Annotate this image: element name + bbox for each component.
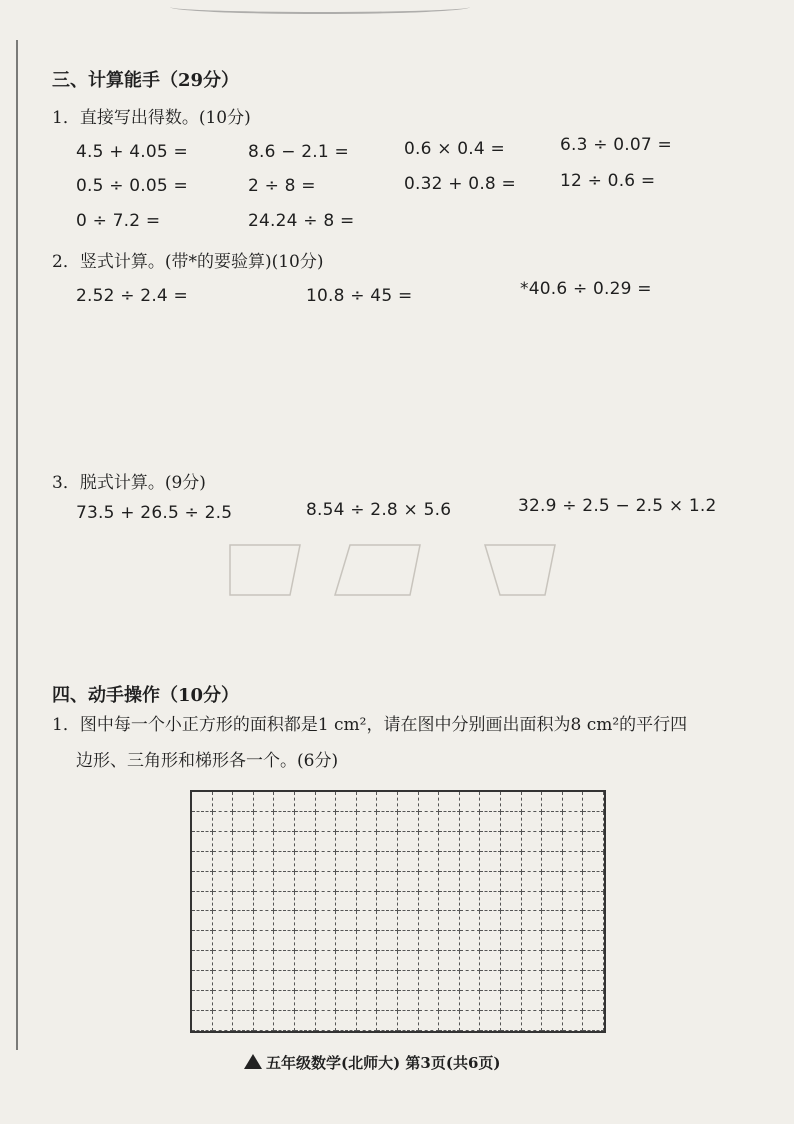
grid-cell[interactable] [357,1011,378,1031]
grid-cell[interactable] [377,931,398,951]
grid-cell[interactable] [563,971,584,991]
grid-cell[interactable] [357,792,378,812]
q3-title: 3．脱式计算。(9分) [52,473,206,493]
grid-cell[interactable] [213,911,234,931]
grid-cell[interactable] [542,872,563,892]
grid-cell[interactable] [480,832,501,852]
grid-cell[interactable] [336,971,357,991]
grid-cell[interactable] [583,852,604,872]
grid-cell[interactable] [419,951,440,971]
grid-cell[interactable] [501,1011,522,1031]
grid-cell[interactable] [233,892,254,912]
q1-item-2: 8.6 − 2.1 = [248,142,349,162]
grid-cell[interactable] [501,951,522,971]
grid-cell[interactable] [398,971,419,991]
grid-cell[interactable] [480,1011,501,1031]
grid-cell[interactable] [522,852,543,872]
grid-cell[interactable] [583,792,604,812]
grid-cell[interactable] [295,852,316,872]
grid-cell[interactable] [274,931,295,951]
grid-cell[interactable] [439,812,460,832]
grid-cell[interactable] [419,792,440,812]
grid-cell[interactable] [563,812,584,832]
grid-cell[interactable] [419,1011,440,1031]
grid-cell[interactable] [254,1011,275,1031]
grid-cell[interactable] [501,971,522,991]
grid-cell[interactable] [419,991,440,1011]
grid-cell[interactable] [295,931,316,951]
grid-cell[interactable] [542,991,563,1011]
grid-cell[interactable] [274,1011,295,1031]
bleed-through-shapes [210,535,590,615]
grid-cell[interactable] [542,812,563,832]
grid-cell[interactable] [316,991,337,1011]
grid-cell[interactable] [336,872,357,892]
grid-cell[interactable] [439,852,460,872]
grid-cell[interactable] [254,892,275,912]
grid-cell[interactable] [501,892,522,912]
grid-cell[interactable] [460,951,481,971]
q2-title: 2．竖式计算。(带*的要验算)(10分) [52,252,324,272]
grid-cell[interactable] [542,892,563,912]
grid-cell[interactable] [295,812,316,832]
grid-cell[interactable] [254,872,275,892]
grid-cell[interactable] [233,911,254,931]
grid-cell[interactable] [377,872,398,892]
grid-cell[interactable] [522,1011,543,1031]
grid-cell[interactable] [213,792,234,812]
q1-item-7: 0.32 + 0.8 = [404,174,516,194]
q1-title: 1．直接写出得数。(10分) [52,108,251,128]
grid-cell[interactable] [377,792,398,812]
page-fold-shadow [170,0,470,14]
grid-cell[interactable] [522,971,543,991]
grid-cell[interactable] [542,832,563,852]
grid-cell[interactable] [316,832,337,852]
grid-cell[interactable] [583,971,604,991]
grid-cell[interactable] [295,1011,316,1031]
grid-cell[interactable] [542,971,563,991]
grid-cell[interactable] [460,812,481,832]
grid-cell[interactable] [192,931,213,951]
grid-cell[interactable] [233,991,254,1011]
grid-cell[interactable] [522,892,543,912]
grid-cell[interactable] [316,1011,337,1031]
grid-cell[interactable] [233,792,254,812]
grid-cell[interactable] [254,812,275,832]
grid-cell[interactable] [439,931,460,951]
grid-cell[interactable] [213,931,234,951]
grid-cell[interactable] [192,852,213,872]
grid-cell[interactable] [233,832,254,852]
grid-cell[interactable] [480,951,501,971]
grid-cell[interactable] [501,792,522,812]
grid-cell[interactable] [316,971,337,991]
grid-cell[interactable] [192,832,213,852]
grid-cell[interactable] [192,911,213,931]
grid-cell[interactable] [295,971,316,991]
grid-cell[interactable] [583,931,604,951]
grid-cell[interactable] [563,1011,584,1031]
grid-cell[interactable] [480,792,501,812]
grid-cell[interactable] [213,971,234,991]
grid-cell[interactable] [398,951,419,971]
grid-cell[interactable] [192,872,213,892]
grid-cell[interactable] [522,931,543,951]
grid-cell[interactable] [419,892,440,912]
grid-cell[interactable] [398,892,419,912]
grid-cell[interactable] [274,991,295,1011]
section-3-title: 三、计算能手（29分） [52,70,240,91]
grid-cell[interactable] [419,812,440,832]
grid-cell[interactable] [522,812,543,832]
grid-cell[interactable] [316,911,337,931]
section-4-q1-line-1: 1．图中每一个小正方形的面积都是1 cm²，请在图中分别画出面积为8 cm²的平行四 [52,715,688,735]
grid-cell[interactable] [522,872,543,892]
grid-cell[interactable] [439,991,460,1011]
q2-item-3: *40.6 ÷ 0.29 = [520,279,652,299]
grid-cell[interactable] [501,991,522,1011]
grid-cell[interactable] [336,1011,357,1031]
grid-cell[interactable] [563,931,584,951]
grid-cell[interactable] [213,951,234,971]
grid-cell[interactable] [377,991,398,1011]
grid-cell[interactable] [398,832,419,852]
drawing-grid[interactable] [190,790,606,1033]
grid-cell[interactable] [522,832,543,852]
grid-cell[interactable] [501,911,522,931]
grid-cell[interactable] [439,832,460,852]
grid-cell[interactable] [274,911,295,931]
grid-cell[interactable] [563,911,584,931]
grid-cell[interactable] [213,832,234,852]
grid-cell[interactable] [439,872,460,892]
grid-cell[interactable] [233,971,254,991]
grid-cell[interactable] [274,872,295,892]
grid-cell[interactable] [501,832,522,852]
grid-cell[interactable] [254,971,275,991]
grid-cell[interactable] [254,951,275,971]
grid-cell[interactable] [398,792,419,812]
grid-cell[interactable] [213,852,234,872]
grid-cell[interactable] [480,892,501,912]
grid-cell[interactable] [254,911,275,931]
grid-cell[interactable] [480,852,501,872]
grid-cell[interactable] [336,931,357,951]
grid-cell[interactable] [501,812,522,832]
grid-cell[interactable] [357,832,378,852]
grid-cell[interactable] [316,872,337,892]
grid-cell[interactable] [357,812,378,832]
grid-cell[interactable] [295,872,316,892]
grid-cell[interactable] [274,812,295,832]
grid-cell[interactable] [522,991,543,1011]
grid-cell[interactable] [563,832,584,852]
grid-cell[interactable] [213,872,234,892]
grid-cell[interactable] [439,792,460,812]
grid-cell[interactable] [316,812,337,832]
grid-cell[interactable] [274,892,295,912]
q1-item-9: 0 ÷ 7.2 = [76,211,161,231]
grid-cell[interactable] [563,951,584,971]
grid-cell[interactable] [357,872,378,892]
grid-cell[interactable] [419,852,440,872]
grid-cell[interactable] [254,792,275,812]
grid-cell[interactable] [213,812,234,832]
grid-cell[interactable] [192,991,213,1011]
grid-cell[interactable] [542,931,563,951]
grid-cell[interactable] [377,911,398,931]
grid-cell[interactable] [336,812,357,832]
grid-cell[interactable] [254,991,275,1011]
grid-cell[interactable] [460,852,481,872]
q1-item-10: 24.24 ÷ 8 = [248,211,355,231]
grid-cell[interactable] [192,971,213,991]
q1-item-5: 0.5 ÷ 0.05 = [76,176,188,196]
grid-cell[interactable] [336,892,357,912]
grid-cell[interactable] [480,911,501,931]
grid-cell[interactable] [357,991,378,1011]
grid-cell[interactable] [419,911,440,931]
grid-cell[interactable] [316,892,337,912]
grid-cell[interactable] [419,832,440,852]
grid-cell[interactable] [460,892,481,912]
grid-cell[interactable] [398,911,419,931]
grid-cell[interactable] [213,991,234,1011]
grid-cell[interactable] [460,971,481,991]
footer-text: 五年级数学(北师大) 第3页(共6页) [266,1054,501,1072]
grid-cell[interactable] [316,792,337,812]
grid-cell[interactable] [357,911,378,931]
grid-cell[interactable] [295,792,316,812]
grid-cell[interactable] [419,931,440,951]
grid-cell[interactable] [233,812,254,832]
grid-cell[interactable] [254,852,275,872]
grid-cell[interactable] [460,991,481,1011]
grid-cell[interactable] [377,832,398,852]
grid-cell[interactable] [192,792,213,812]
grid-cell[interactable] [357,892,378,912]
grid-cell[interactable] [439,911,460,931]
grid-cell[interactable] [563,991,584,1011]
grid-cell[interactable] [501,852,522,872]
grid-cell[interactable] [336,792,357,812]
grid-cell[interactable] [336,991,357,1011]
grid-cell[interactable] [213,892,234,912]
q3-item-1: 73.5 + 26.5 ÷ 2.5 [76,503,233,523]
q1-item-4: 6.3 ÷ 0.07 = [560,135,672,155]
grid-cell[interactable] [316,852,337,872]
grid-cell[interactable] [398,931,419,951]
grid-cell[interactable] [213,1011,234,1031]
grid-cell[interactable] [377,852,398,872]
q2-item-1: 2.52 ÷ 2.4 = [76,286,188,306]
q2-item-2: 10.8 ÷ 45 = [306,286,413,306]
grid-cell[interactable] [398,852,419,872]
grid-cell[interactable] [563,792,584,812]
grid-cell[interactable] [583,832,604,852]
grid-cell[interactable] [274,971,295,991]
grid-cell[interactable] [460,832,481,852]
grid-cell[interactable] [398,872,419,892]
q1-item-6: 2 ÷ 8 = [248,176,316,196]
grid-cell[interactable] [295,892,316,912]
grid-cell[interactable] [377,892,398,912]
grid-cell[interactable] [398,812,419,832]
grid-cell[interactable] [542,951,563,971]
grid-cell[interactable] [274,852,295,872]
logo-triangle-icon [244,1054,262,1069]
grid-cell[interactable] [192,951,213,971]
grid-cell[interactable] [583,911,604,931]
section-4-q1-line-2: 边形、三角形和梯形各一个。(6分) [76,751,339,771]
grid-cell[interactable] [460,911,481,931]
grid-cell[interactable] [542,1011,563,1031]
grid-cell[interactable] [583,1011,604,1031]
grid-cell[interactable] [357,852,378,872]
grid-cell[interactable] [583,872,604,892]
section-4-title: 四、动手操作（10分） [52,685,240,706]
grid-cell[interactable] [398,991,419,1011]
grid-cell[interactable] [460,792,481,812]
grid-cell[interactable] [233,951,254,971]
grid-cell[interactable] [439,1011,460,1031]
grid-cell[interactable] [377,971,398,991]
grid-cell[interactable] [274,832,295,852]
grid-cell[interactable] [295,991,316,1011]
grid-cell[interactable] [233,852,254,872]
grid-cell[interactable] [274,792,295,812]
grid-cell[interactable] [501,931,522,951]
grid-cell[interactable] [583,892,604,912]
grid-cell[interactable] [254,832,275,852]
grid-cell[interactable] [439,892,460,912]
q1-item-8: 12 ÷ 0.6 = [560,171,656,191]
grid-cell[interactable] [563,852,584,872]
q3-item-2: 8.54 ÷ 2.8 × 5.6 [306,500,452,520]
grid-cell[interactable] [583,951,604,971]
grid-cell[interactable] [460,931,481,951]
grid-cell[interactable] [542,911,563,931]
grid-cell[interactable] [480,931,501,951]
grid-cell[interactable] [480,872,501,892]
grid-cell[interactable] [336,852,357,872]
grid-cell[interactable] [357,951,378,971]
grid-cell[interactable] [563,892,584,912]
grid-cell[interactable] [480,812,501,832]
grid-cell[interactable] [460,872,481,892]
grid-cell[interactable] [398,1011,419,1031]
page-left-edge [16,40,18,1050]
grid-cell[interactable] [336,951,357,971]
grid-cell[interactable] [357,971,378,991]
grid-cell[interactable] [439,951,460,971]
grid-cell[interactable] [316,931,337,951]
grid-cell[interactable] [439,971,460,991]
grid-cell[interactable] [316,951,337,971]
q1-item-1: 4.5 + 4.05 = [76,142,188,162]
q1-item-3: 0.6 × 0.4 = [404,139,505,159]
grid-cell[interactable] [377,951,398,971]
grid-cell[interactable] [542,792,563,812]
grid-cell[interactable] [295,911,316,931]
grid-cell[interactable] [192,892,213,912]
grid-cell[interactable] [377,1011,398,1031]
q3-item-3: 32.9 ÷ 2.5 − 2.5 × 1.2 [518,496,717,516]
grid-cell[interactable] [563,872,584,892]
grid-cell[interactable] [480,991,501,1011]
grid-cell[interactable] [295,951,316,971]
grid-cell[interactable] [254,931,275,951]
grid-cell[interactable] [419,872,440,892]
grid-cell[interactable] [522,792,543,812]
grid-cell[interactable] [542,852,563,872]
grid-cell[interactable] [192,1011,213,1031]
grid-cell[interactable] [501,872,522,892]
grid-cell[interactable] [522,911,543,931]
grid-cell[interactable] [274,951,295,971]
grid-cell[interactable] [233,931,254,951]
grid-cell[interactable] [480,971,501,991]
grid-cell[interactable] [522,951,543,971]
grid-cell[interactable] [233,872,254,892]
grid-cell[interactable] [377,812,398,832]
grid-cell[interactable] [583,991,604,1011]
grid-cell[interactable] [419,971,440,991]
grid-cell[interactable] [336,911,357,931]
grid-cell[interactable] [357,931,378,951]
grid-cell[interactable] [583,812,604,832]
grid-cell[interactable] [233,1011,254,1031]
grid-cell[interactable] [460,1011,481,1031]
grid-cell[interactable] [336,832,357,852]
grid-cell[interactable] [192,812,213,832]
grid-cell[interactable] [295,832,316,852]
page-footer [244,1052,501,1073]
